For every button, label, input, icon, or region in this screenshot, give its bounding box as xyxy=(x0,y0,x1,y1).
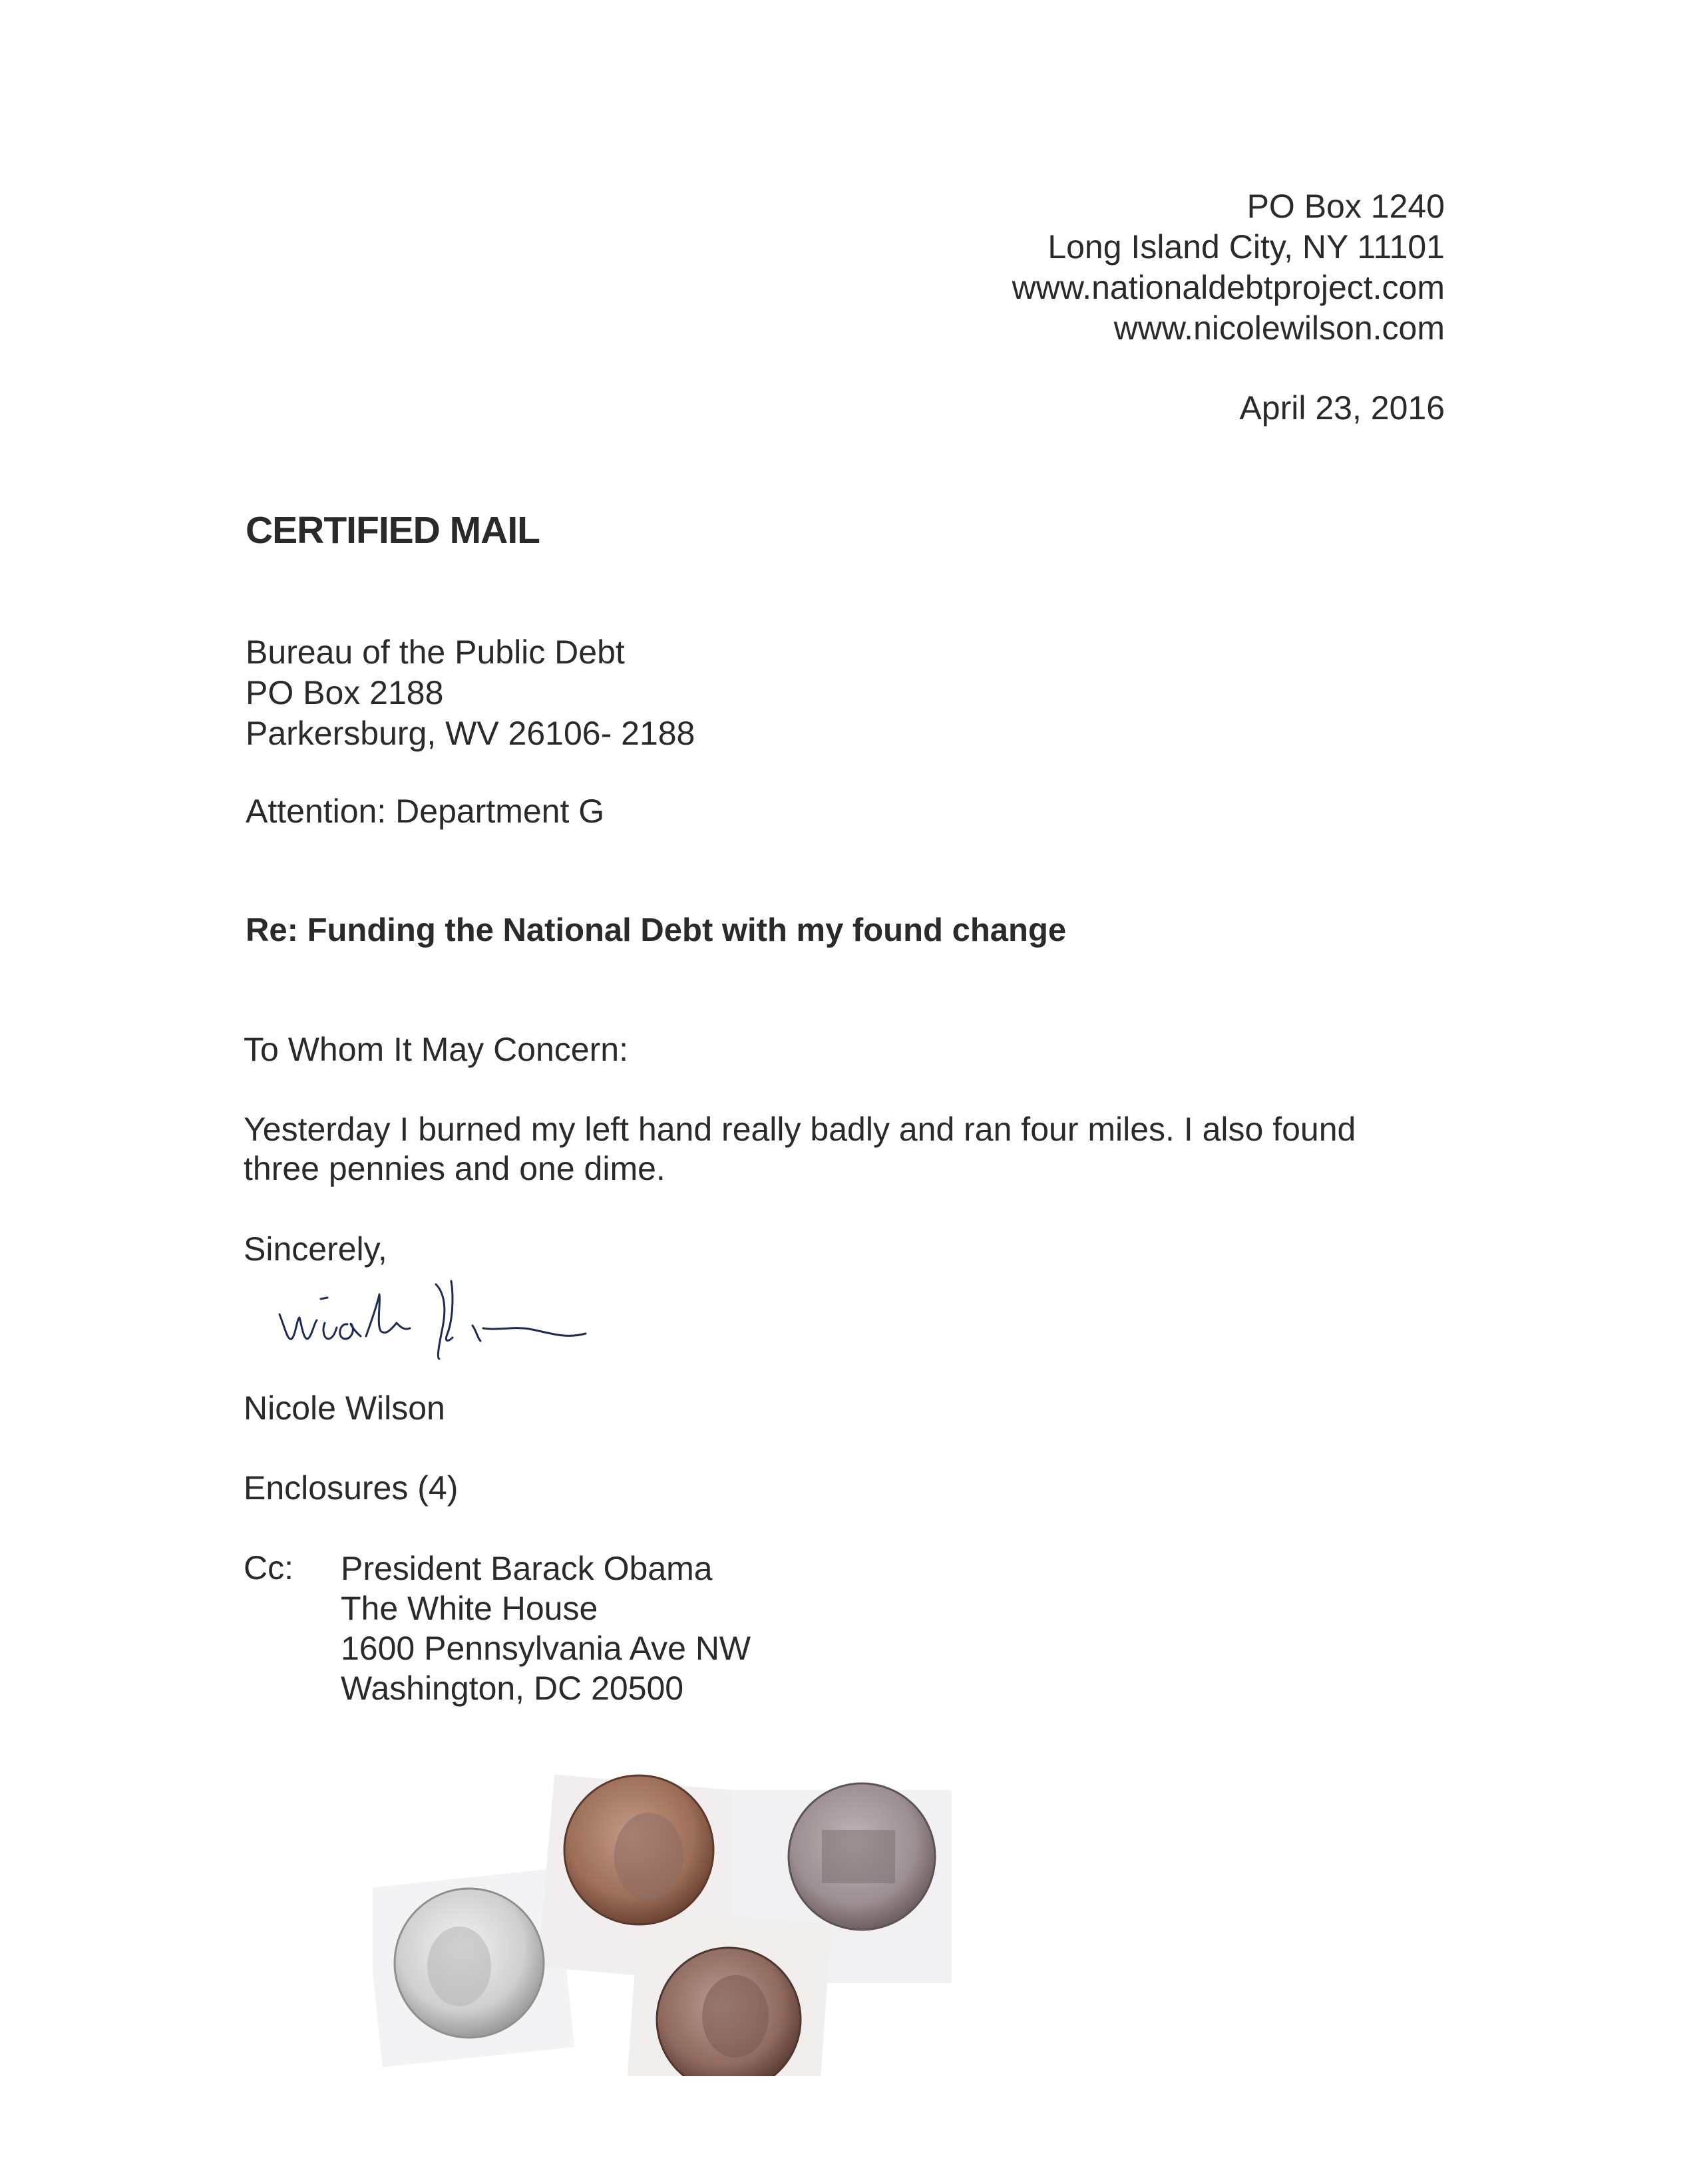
recipient-city-line: Parkersburg, WV 26106- 2188 xyxy=(246,715,695,752)
cc-label: Cc: xyxy=(244,1549,293,1586)
sender-po-box: PO Box 1240 xyxy=(1246,188,1445,225)
recipient-name: Bureau of the Public Debt xyxy=(246,634,625,671)
letter-date: April 23, 2016 xyxy=(1239,389,1445,427)
salutation: To Whom It May Concern: xyxy=(244,1031,628,1068)
cc-line-1: President Barack Obama xyxy=(341,1550,713,1587)
sender-city-line: Long Island City, NY 11101 xyxy=(1047,228,1445,266)
enclosures-note: Enclosures (4) xyxy=(244,1469,459,1507)
letter-body: Yesterday I burned my left hand really badly and ran four miles. I also found three pennies and one dime. xyxy=(244,1111,1356,1187)
sender-address xyxy=(1012,186,1445,349)
sender-website-2: www.nicolewilson.com xyxy=(1113,309,1445,347)
handwritten-signature xyxy=(273,1264,712,1364)
closing: Sincerely, xyxy=(244,1230,387,1268)
subject-line: Re: Funding the National Debt with my found change xyxy=(246,912,1067,948)
enclosed-coins xyxy=(373,1730,972,2076)
recipient-po-box: PO Box 2188 xyxy=(246,674,444,711)
cc-address xyxy=(341,1548,751,1708)
sender-website-1: www.nationaldebtproject.com xyxy=(1012,269,1445,306)
penny-coin-1 xyxy=(564,1775,713,1924)
delivery-note: CERTIFIED MAIL xyxy=(246,509,540,552)
cc-line-4: Washington, DC 20500 xyxy=(341,1670,684,1707)
cc-line-3: 1600 Pennsylvania Ave NW xyxy=(341,1630,751,1667)
penny-coin-2 xyxy=(789,1783,935,1930)
dime-coin xyxy=(395,1889,544,2038)
penny-coin-3 xyxy=(657,1948,801,2076)
signer-name: Nicole Wilson xyxy=(244,1389,445,1427)
cc-line-2: The White House xyxy=(341,1590,598,1627)
recipient-address xyxy=(246,632,695,754)
attention-line: Attention: Department G xyxy=(246,793,605,830)
